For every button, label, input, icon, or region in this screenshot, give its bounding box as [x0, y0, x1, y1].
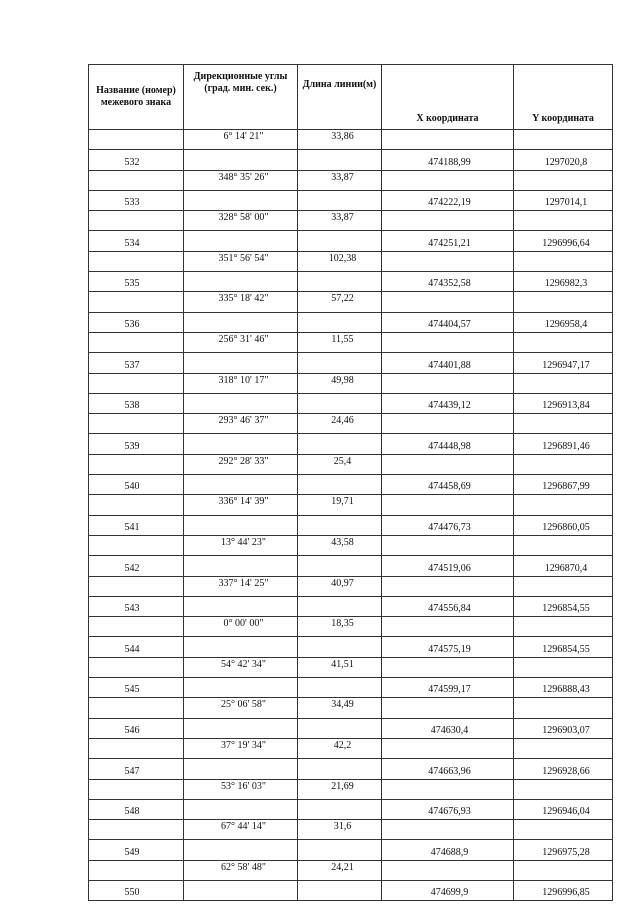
line-length: 43,58	[298, 535, 382, 555]
empty-cell	[89, 738, 184, 758]
line-length: 19,71	[298, 495, 382, 515]
point-name: 543	[89, 596, 184, 616]
segment-row	[89, 820, 613, 840]
empty-cell	[298, 637, 382, 657]
empty-cell	[382, 251, 514, 271]
direction-angle: 337° 14' 25"	[184, 576, 298, 596]
empty-cell	[514, 211, 613, 231]
y-coordinate: 1296982,3	[514, 272, 613, 292]
empty-cell	[514, 454, 613, 474]
header-length: Длина линии(м)	[298, 65, 382, 130]
y-coordinate: 1296854,55	[514, 596, 613, 616]
y-coordinate: 1296891,46	[514, 434, 613, 454]
empty-cell	[89, 698, 184, 718]
direction-angle: 292° 28' 33"	[184, 454, 298, 474]
point-row	[89, 231, 613, 251]
line-length: 11,55	[298, 332, 382, 352]
y-coordinate: 1296913,84	[514, 393, 613, 413]
segment-row	[89, 251, 613, 271]
direction-angle: 336° 14' 39"	[184, 495, 298, 515]
segment-row	[89, 373, 613, 393]
line-length: 40,97	[298, 576, 382, 596]
x-coordinate: 474352,58	[382, 272, 514, 292]
empty-cell	[382, 779, 514, 799]
point-row	[89, 190, 613, 210]
y-coordinate: 1296958,4	[514, 312, 613, 332]
line-length: 24,21	[298, 860, 382, 880]
empty-cell	[382, 414, 514, 434]
x-coordinate: 474401,88	[382, 353, 514, 373]
empty-cell	[89, 860, 184, 880]
empty-cell	[382, 860, 514, 880]
empty-cell	[514, 332, 613, 352]
direction-angle: 351° 56' 54"	[184, 251, 298, 271]
point-row	[89, 393, 613, 413]
point-name: 534	[89, 231, 184, 251]
empty-cell	[382, 617, 514, 637]
empty-cell	[514, 576, 613, 596]
point-row	[89, 353, 613, 373]
empty-cell	[298, 515, 382, 535]
empty-cell	[382, 698, 514, 718]
x-coordinate: 474630,4	[382, 718, 514, 738]
empty-cell	[184, 475, 298, 495]
y-coordinate: 1296867,99	[514, 475, 613, 495]
point-name: 547	[89, 759, 184, 779]
empty-cell	[89, 617, 184, 637]
empty-cell	[89, 414, 184, 434]
empty-cell	[382, 657, 514, 677]
line-length: 31,6	[298, 820, 382, 840]
point-name: 541	[89, 515, 184, 535]
y-coordinate: 1296903,07	[514, 718, 613, 738]
empty-cell	[382, 211, 514, 231]
empty-cell	[184, 718, 298, 738]
segment-row	[89, 535, 613, 555]
empty-cell	[514, 738, 613, 758]
point-row	[89, 718, 613, 738]
empty-cell	[184, 759, 298, 779]
empty-cell	[514, 617, 613, 637]
x-coordinate: 474519,06	[382, 556, 514, 576]
segment-row	[89, 698, 613, 718]
empty-cell	[382, 576, 514, 596]
empty-cell	[89, 657, 184, 677]
point-name: 544	[89, 637, 184, 657]
empty-cell	[184, 799, 298, 819]
point-name: 540	[89, 475, 184, 495]
empty-cell	[184, 353, 298, 373]
empty-cell	[514, 535, 613, 555]
point-name: 539	[89, 434, 184, 454]
empty-cell	[298, 353, 382, 373]
segment-row	[89, 130, 613, 150]
direction-angle: 0° 00' 00"	[184, 617, 298, 637]
y-coordinate: 1296928,66	[514, 759, 613, 779]
x-coordinate: 474404,57	[382, 312, 514, 332]
y-coordinate: 1296996,85	[514, 880, 613, 900]
empty-cell	[298, 840, 382, 860]
direction-angle: 256° 31' 46"	[184, 332, 298, 352]
point-name: 548	[89, 799, 184, 819]
empty-cell	[298, 312, 382, 332]
point-row	[89, 759, 613, 779]
x-coordinate: 474439,12	[382, 393, 514, 413]
table-body	[89, 130, 613, 901]
x-coordinate: 474188,99	[382, 150, 514, 170]
y-coordinate: 1296854,55	[514, 637, 613, 657]
empty-cell	[382, 535, 514, 555]
point-row	[89, 880, 613, 900]
empty-cell	[514, 860, 613, 880]
empty-cell	[382, 373, 514, 393]
line-length: 42,2	[298, 738, 382, 758]
point-name: 546	[89, 718, 184, 738]
x-coordinate: 474448,98	[382, 434, 514, 454]
empty-cell	[298, 799, 382, 819]
segment-row	[89, 332, 613, 352]
line-length: 102,38	[298, 251, 382, 271]
empty-cell	[514, 292, 613, 312]
empty-cell	[514, 414, 613, 434]
line-length: 21,69	[298, 779, 382, 799]
direction-angle: 67° 44' 14"	[184, 820, 298, 840]
segment-row	[89, 657, 613, 677]
y-coordinate: 1296888,43	[514, 678, 613, 698]
header-row	[89, 65, 613, 130]
empty-cell	[298, 880, 382, 900]
empty-cell	[89, 130, 184, 150]
point-row	[89, 312, 613, 332]
direction-angle: 335° 18' 42"	[184, 292, 298, 312]
empty-cell	[184, 312, 298, 332]
point-name: 542	[89, 556, 184, 576]
segment-row	[89, 292, 613, 312]
empty-cell	[184, 515, 298, 535]
x-coordinate: 474688,9	[382, 840, 514, 860]
point-name: 535	[89, 272, 184, 292]
segment-row	[89, 211, 613, 231]
empty-cell	[89, 251, 184, 271]
point-name: 549	[89, 840, 184, 860]
empty-cell	[89, 373, 184, 393]
empty-cell	[298, 393, 382, 413]
empty-cell	[89, 535, 184, 555]
direction-angle: 6° 14' 21"	[184, 130, 298, 150]
segment-row	[89, 454, 613, 474]
empty-cell	[184, 880, 298, 900]
empty-cell	[298, 596, 382, 616]
empty-cell	[184, 596, 298, 616]
line-length: 33,87	[298, 170, 382, 190]
x-coordinate: 474476,73	[382, 515, 514, 535]
empty-cell	[184, 272, 298, 292]
y-coordinate: 1296870,4	[514, 556, 613, 576]
empty-cell	[184, 190, 298, 210]
line-length: 41,51	[298, 657, 382, 677]
point-name: 550	[89, 880, 184, 900]
y-coordinate: 1296946,04	[514, 799, 613, 819]
empty-cell	[184, 434, 298, 454]
empty-cell	[184, 150, 298, 170]
empty-cell	[382, 292, 514, 312]
point-row	[89, 272, 613, 292]
segment-row	[89, 860, 613, 880]
header-angle: Дирекционные углы (град. мин. сек.)	[184, 65, 298, 130]
direction-angle: 293° 46' 37"	[184, 414, 298, 434]
point-name: 533	[89, 190, 184, 210]
point-name: 537	[89, 353, 184, 373]
point-row	[89, 556, 613, 576]
segment-row	[89, 779, 613, 799]
empty-cell	[298, 272, 382, 292]
header-x: X координата	[382, 65, 514, 130]
segment-row	[89, 738, 613, 758]
direction-angle: 328° 58' 00"	[184, 211, 298, 231]
line-length: 24,46	[298, 414, 382, 434]
point-row	[89, 515, 613, 535]
boundary-coordinates-table	[88, 64, 613, 901]
y-coordinate: 1297020,8	[514, 150, 613, 170]
empty-cell	[298, 759, 382, 779]
empty-cell	[89, 495, 184, 515]
y-coordinate: 1296860,05	[514, 515, 613, 535]
empty-cell	[382, 738, 514, 758]
point-row	[89, 475, 613, 495]
empty-cell	[184, 678, 298, 698]
empty-cell	[514, 130, 613, 150]
direction-angle: 13° 44' 23"	[184, 535, 298, 555]
empty-cell	[184, 393, 298, 413]
point-name: 545	[89, 678, 184, 698]
empty-cell	[514, 698, 613, 718]
y-coordinate: 1296947,17	[514, 353, 613, 373]
empty-cell	[298, 190, 382, 210]
y-coordinate: 1296975,28	[514, 840, 613, 860]
empty-cell	[89, 211, 184, 231]
line-length: 34,49	[298, 698, 382, 718]
empty-cell	[89, 820, 184, 840]
empty-cell	[298, 150, 382, 170]
empty-cell	[298, 556, 382, 576]
point-row	[89, 678, 613, 698]
empty-cell	[89, 779, 184, 799]
empty-cell	[184, 231, 298, 251]
empty-cell	[298, 434, 382, 454]
empty-cell	[89, 576, 184, 596]
empty-cell	[514, 495, 613, 515]
x-coordinate: 474676,93	[382, 799, 514, 819]
line-length: 57,22	[298, 292, 382, 312]
y-coordinate: 1297014,1	[514, 190, 613, 210]
segment-row	[89, 170, 613, 190]
point-row	[89, 434, 613, 454]
line-length: 25,4	[298, 454, 382, 474]
empty-cell	[382, 130, 514, 150]
empty-cell	[382, 332, 514, 352]
direction-angle: 54° 42' 34"	[184, 657, 298, 677]
empty-cell	[184, 637, 298, 657]
empty-cell	[514, 779, 613, 799]
empty-cell	[382, 170, 514, 190]
empty-cell	[382, 495, 514, 515]
empty-cell	[184, 840, 298, 860]
x-coordinate: 474599,17	[382, 678, 514, 698]
point-row	[89, 150, 613, 170]
segment-row	[89, 617, 613, 637]
empty-cell	[89, 170, 184, 190]
point-row	[89, 637, 613, 657]
x-coordinate: 474575,19	[382, 637, 514, 657]
point-row	[89, 596, 613, 616]
header-name: Название (номер) межевого знака	[89, 65, 184, 130]
segment-row	[89, 414, 613, 434]
empty-cell	[184, 556, 298, 576]
empty-cell	[382, 820, 514, 840]
point-name: 532	[89, 150, 184, 170]
direction-angle: 348° 35' 26"	[184, 170, 298, 190]
segment-row	[89, 495, 613, 515]
direction-angle: 37° 19' 34"	[184, 738, 298, 758]
empty-cell	[89, 454, 184, 474]
empty-cell	[89, 292, 184, 312]
x-coordinate: 474458,69	[382, 475, 514, 495]
empty-cell	[298, 678, 382, 698]
empty-cell	[382, 454, 514, 474]
empty-cell	[514, 657, 613, 677]
empty-cell	[514, 251, 613, 271]
empty-cell	[514, 373, 613, 393]
line-length: 49,98	[298, 373, 382, 393]
empty-cell	[89, 332, 184, 352]
empty-cell	[298, 231, 382, 251]
x-coordinate: 474663,96	[382, 759, 514, 779]
y-coordinate: 1296996,64	[514, 231, 613, 251]
line-length: 33,87	[298, 211, 382, 231]
direction-angle: 25° 06' 58"	[184, 698, 298, 718]
x-coordinate: 474251,21	[382, 231, 514, 251]
empty-cell	[298, 475, 382, 495]
direction-angle: 62° 58' 48"	[184, 860, 298, 880]
point-name: 536	[89, 312, 184, 332]
line-length: 18,35	[298, 617, 382, 637]
segment-row	[89, 576, 613, 596]
empty-cell	[514, 820, 613, 840]
x-coordinate: 474222,19	[382, 190, 514, 210]
x-coordinate: 474556,84	[382, 596, 514, 616]
empty-cell	[298, 718, 382, 738]
header-y: Y координата	[514, 65, 613, 130]
x-coordinate: 474699,9	[382, 880, 514, 900]
point-row	[89, 840, 613, 860]
direction-angle: 53° 16' 03"	[184, 779, 298, 799]
point-row	[89, 799, 613, 819]
point-name: 538	[89, 393, 184, 413]
empty-cell	[514, 170, 613, 190]
direction-angle: 318° 10' 17"	[184, 373, 298, 393]
line-length: 33,86	[298, 130, 382, 150]
